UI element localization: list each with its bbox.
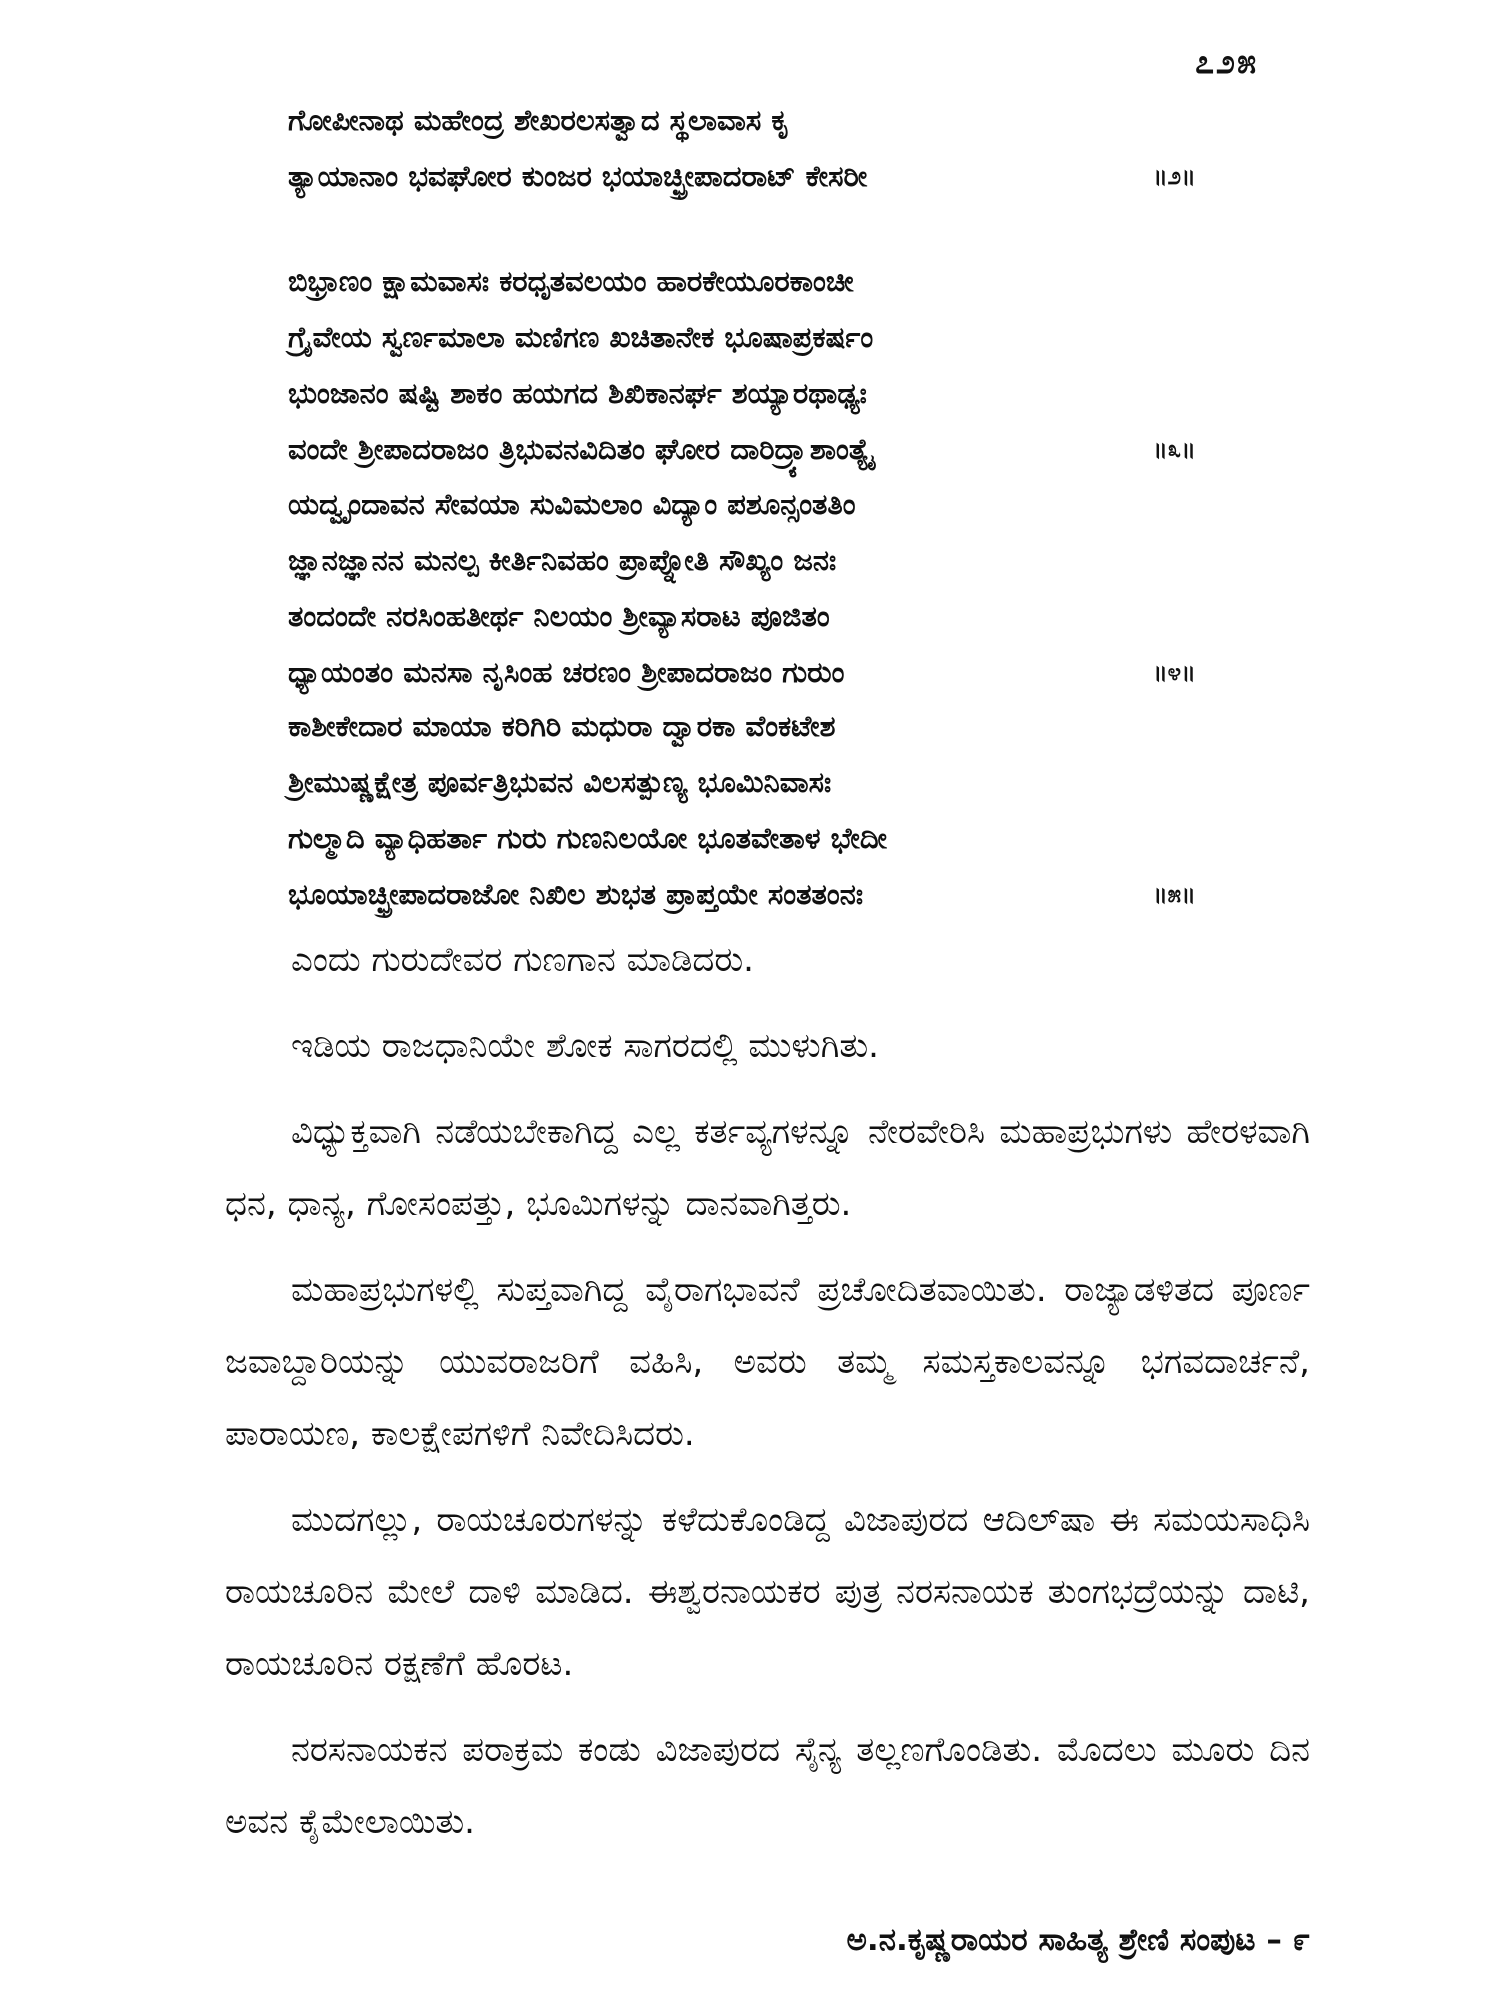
paragraph: ಮಹಾಪ್ರಭುಗಳಲ್ಲಿ ಸುಪ್ತವಾಗಿದ್ದ ವೈರಾಗಭಾವನೆ ಪ್ರಚೋದಿತವಾಯಿತು. ರಾಜ್ಯಾಡಳಿತದ ಪೂರ್ಣ ಜವಾಬ್ದಾರಿಯನ್ನು ಯುವರಾಜರಿಗೆ ವಹಿಸಿ, ಅವರು ತಮ್ಮ ಸಮಸ್ತಕಾಲವನ್ನೂ ಭಗವದಾರ್ಚನೆ, ಪಾರಾಯಣ, ಕಾಲಕ್ಷೇಪಗಳಿಗೆ ನಿವೇದಿಸಿದರು. (225, 1270, 1310, 1454)
verse-line (288, 421, 1228, 477)
verse-block (288, 92, 1228, 204)
verse-line: ಗುಲ್ಮಾದಿ ವ್ಯಾಧಿಹರ್ತಾ ಗುರು ಗುಣನಿಲಯೋ ಭೂತವೇತಾಳ ಭೇದೀ (288, 821, 887, 855)
verse-line (288, 148, 1228, 204)
verse-line (288, 644, 1228, 700)
verse-block (288, 476, 1228, 700)
verse-line-text: ಧ್ಯಾಯಂತಂ ಮನಸಾ ನೃಸಿಂಹ ಚರಣಂ ಶ್ರೀಪಾದರಾಜಂ ಗುರುಂ (288, 655, 845, 689)
verse-line-text: ತ್ಯಾಯಾನಾಂ ಭವಘೋರ ಕುಂಜರ ಭಯಾಚ್ಛ್ರೀಪಾದರಾಟ್ ಕೇಸರೀ (288, 159, 868, 193)
verse-line: ಜ್ಞಾನಜ್ಞಾನನ ಮನಲ್ಪ ಕೀರ್ತಿನಿವಹಂ ಪ್ರಾಪ್ನೋತಿ ಸೌಖ್ಯಂ ಜನಃ (288, 543, 837, 577)
page-number: ೭೨೫ (1195, 42, 1259, 82)
verse-line: ಶ್ರೀಮುಷ್ಣಕ್ಷೇತ್ರ ಪೂರ್ವತ್ರಿಭುವನ ವಿಲಸತ್ಪುಣ್ಯ ಭೂಮಿನಿವಾಸಃ (288, 765, 832, 799)
verse-line-text: ವಂದೇ ಶ್ರೀಪಾದರಾಜಂ ತ್ರಿಭುವನವಿದಿತಂ ಘೋರ ದಾರಿದ್ರ್ಯಾಶಾಂತ್ಯೈ (288, 432, 875, 466)
verse-line: ಗ್ರೈವೇಯ ಸ್ವರ್ಣಮಾಲಾ ಮಣಿಗಣ ಖಚಿತಾನೇಕ ಭೂಷಾಪ್ರಕರ್ಷಂ (288, 320, 874, 354)
verse-line: ತಂದಂದೇ ನರಸಿಂಹತೀರ್ಥ ನಿಲಯಂ ಶ್ರೀವ್ಯಾಸರಾಟ ಪೂಜಿತಂ (288, 599, 830, 633)
verse-line: ಭುಂಜಾನಂ ಷಷ್ಟಿ ಶಾಕಂ ಹಯಗದ ಶಿಖಿಕಾನರ್ಘ ಶಯ್ಯಾರಥಾಢ್ಯಃ (288, 376, 867, 410)
verse-number: ॥೨॥ (1153, 162, 1196, 190)
paragraph: ವಿಧ್ಯುಕ್ತವಾಗಿ ನಡೆಯಬೇಕಾಗಿದ್ದ ಎಲ್ಲ ಕರ್ತವ್ಯಗಳನ್ನೂ ನೇರವೇರಿಸಿ ಮಹಾಪ್ರಭುಗಳು ಹೇರಳವಾಗಿ ಧನ, ಧಾನ್ಯ, ಗೋಸಂಪತ್ತು, ಭೂಮಿಗಳನ್ನು ದಾನವಾಗಿತ್ತರು. (225, 1112, 1310, 1224)
verse-number: ॥೩॥ (1153, 435, 1196, 463)
footer-series-title: ಅ.ನ.ಕೃಷ್ಣರಾಯರ ಸಾಹಿತ್ಯ ಶ್ರೇಣಿ ಸಂಪುಟ – ೯ (846, 1922, 1310, 1958)
verse-line: ಗೋಪೀನಾಥ ಮಹೇಂದ್ರ ಶೇಖರಲಸತ್ವಾದ ಸ್ಥಲಾವಾಸ ಕೃ (288, 103, 790, 137)
verse-number: ॥೪॥ (1153, 658, 1196, 686)
verse-line (288, 866, 1228, 922)
paragraph: ಮುದಗಲ್ಲು, ರಾಯಚೂರುಗಳನ್ನು ಕಳೆದುಕೊಂಡಿದ್ದ ವಿಜಾಪುರದ ಆದಿಲ್‌ಷಾ ಈ ಸಮಯಸಾಧಿಸಿ ರಾಯಚೂರಿನ ಮೇಲೆ ದಾಳಿ ಮಾಡಿದ. ಈಶ್ವರನಾಯಕರ ಪುತ್ರ ನರಸನಾಯಕ ತುಂಗಭದ್ರೆಯನ್ನು ದಾಟಿ, ರಾಯಚೂರಿನ ರಕ್ಷಣೆಗೆ ಹೊರಟ. (225, 1500, 1310, 1684)
verse-line: ಕಾಶೀಕೇದಾರ ಮಾಯಾ ಕರಿಗಿರಿ ಮಧುರಾ ದ್ವಾರಕಾ ವೆಂಕಟೇಶ (288, 709, 836, 743)
verse-block (288, 698, 1228, 922)
paragraph: ಎಂದು ಗುರುದೇವರ ಗುಣಗಾನ ಮಾಡಿದರು. (291, 940, 754, 980)
verse-line-text: ಭೂಯಾಚ್ಛ್ರೀಪಾದರಾಜೋ ನಿಖಿಲ ಶುಭತ ಪ್ರಾಪ್ತಯೇ ಸಂತತಂನಃ (288, 877, 864, 911)
paragraph: ನರಸನಾಯಕನ ಪರಾಕ್ರಮ ಕಂಡು ವಿಜಾಪುರದ ಸೈನ್ಯ ತಲ್ಲಣಗೊಂಡಿತು. ಮೊದಲು ಮೂರು ದಿನ ಅವನ ಕೈಮೇಲಾಯಿತು. (225, 1730, 1310, 1842)
verse-line: ಬಿಭ್ರಾಣಂ ಕ್ಷಾಮವಾಸಃ ಕರಧೃತವಲಯಂ ಹಾರಕೇಯೂರಕಾಂಚೀ (288, 264, 854, 298)
verse-number: ॥೫॥ (1153, 880, 1196, 908)
verse-line: ಯದ್ವೃಂದಾವನ ಸೇವಯಾ ಸುವಿಮಲಾಂ ವಿದ್ಯಾಂ ಪಶೂನ್ಸಂತತಿಂ (288, 487, 856, 521)
paragraph: ಇಡಿಯ ರಾಜಧಾನಿಯೇ ಶೋಕ ಸಾಗರದಲ್ಲಿ ಮುಳುಗಿತು. (291, 1026, 879, 1066)
verse-block (288, 253, 1228, 477)
prose-body (225, 924, 1310, 1858)
